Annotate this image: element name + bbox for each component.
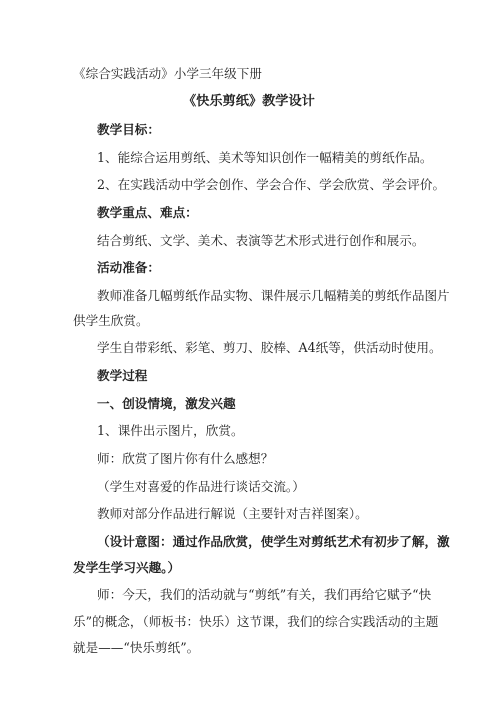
design-intent-line-2: 发学生学习兴趣。） xyxy=(73,560,181,575)
teacher-line-3: 就是——“快乐剪纸”。 xyxy=(73,640,200,655)
teacher-line-2: 乐”的概念，（师板书：快乐）这节课，我们的综合实践活动的主题 xyxy=(73,614,439,629)
section-heading-preparation: 活动准备： xyxy=(97,260,160,275)
document-header: 《综合实践活动》小学三年级下册 xyxy=(73,66,262,81)
section-heading-objectives: 教学目标： xyxy=(97,122,160,137)
section-heading-focus: 教学重点、难点： xyxy=(97,205,198,220)
preparation-text-2: 学生自带彩纸、彩笔、剪刀、胶棒、A4纸等，供活动时使用。 xyxy=(97,340,442,355)
process-line-2: 师：欣赏了图片你有什么感想？ xyxy=(97,451,274,466)
preparation-text-1-cont: 供学生欣赏。 xyxy=(73,313,149,328)
section-heading-process: 教学过程 xyxy=(97,368,148,383)
document-title: 《快乐剪纸》教学设计 xyxy=(183,94,315,109)
process-line-4: 教师对部分作品进行解说（主要针对吉祥图案）。 xyxy=(97,506,368,521)
focus-text: 结合剪纸、文学、美术、表演等艺术形式进行创作和展示。 xyxy=(97,233,425,248)
subheading-step-1: 一、创设情境，激发兴趣 xyxy=(97,396,236,411)
process-line-3: （学生对喜爱的作品进行谈话交流。） xyxy=(97,479,305,494)
objective-2: 2、在实践活动中学会创作、学会合作、学会欣赏、学会评价。 xyxy=(97,177,446,192)
teacher-line-1: 师：今天，我们的活动就与“剪纸”有关，我们再给它赋予“快 xyxy=(97,587,432,602)
design-intent-line-1: （设计意图：通过作品欣赏，使学生对剪纸艺术有初步了解，激 xyxy=(97,534,450,549)
objective-1: 1、能综合运用剪纸、美术等知识创作一幅精美的剪纸作品。 xyxy=(97,150,433,165)
preparation-text-1: 教师准备几幅剪纸作品实物、课件展示几幅精美的剪纸作品图片 xyxy=(97,288,450,303)
process-line-1: 1、课件出示图片，欣赏。 xyxy=(97,423,244,438)
